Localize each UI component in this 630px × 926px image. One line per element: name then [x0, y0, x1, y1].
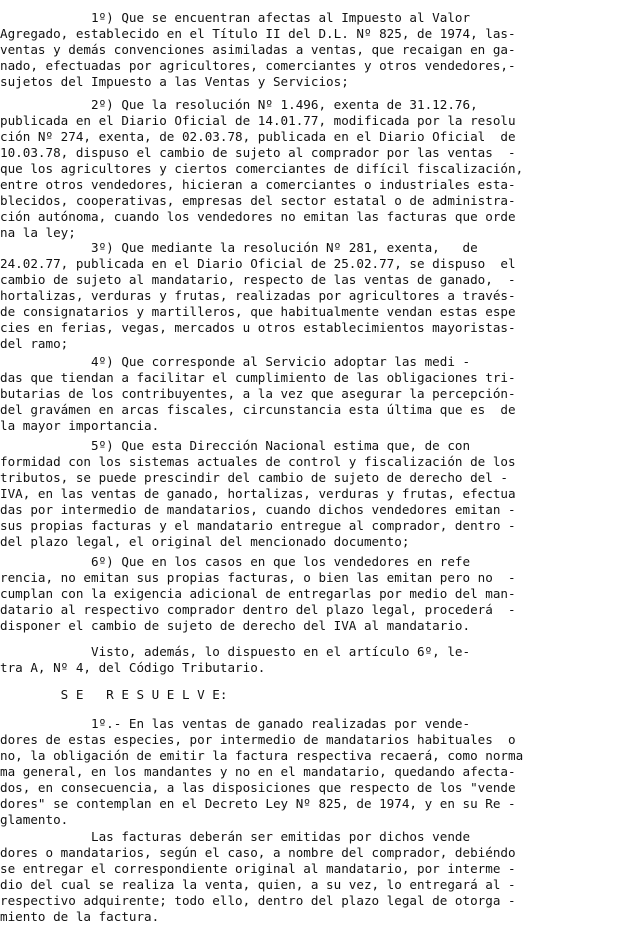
text-line: 1º) Que se encuentran afectas al Impuesto al Valor: [0, 10, 471, 25]
text-line: dio del cual se realiza la venta, quien, a su vez, lo entregará al -: [0, 877, 516, 892]
text-line: ma general, en los mandantes y no en el mandatario, quedando afecta-: [0, 764, 516, 779]
text-line: sus propias facturas y el mandatario entregue al comprador, dentro -: [0, 518, 516, 533]
text-line: respectivo adquirente; todo ello, dentro del plazo legal de otorga -: [0, 893, 516, 908]
text-line: sujetos del Impuesto a las Ventas y Servicios;: [0, 74, 349, 89]
text-line: 24.02.77, publicada en el Diario Oficial de 25.02.77, se dispuso el: [0, 256, 516, 271]
text-line: ventas y demás convenciones asimiladas a ventas, que recaigan en ga-: [0, 42, 516, 57]
text-line: ción autónoma, cuando los vendedores no emitan las facturas que orde: [0, 209, 516, 224]
text-line: publicada en el Diario Oficial de 14.01.77, modificada por la resolu: [0, 113, 516, 128]
text-line: butarias de los contribuyentes, a la vez que asegurar la percepción-: [0, 386, 516, 401]
section-heading: S E R E S U E L V E:: [0, 687, 228, 702]
text-line: de consignatarios y martilleros, que habitualmente vendan estas espe: [0, 304, 516, 319]
text-line: que los agricultores y ciertos comerciantes de difícil fiscalización,: [0, 161, 524, 176]
text-line: blecidos, cooperativas, empresas del sector estatal o de administra-: [0, 193, 516, 208]
text-line: 5º) Que esta Dirección Nacional estima que, de con: [0, 438, 471, 453]
text-line: dores o mandatarios, según el caso, a nombre del comprador, debiéndo: [0, 845, 516, 860]
text-line: del ramo;: [0, 336, 69, 351]
text-line: cumplan con la exigencia adicional de entregarlas por medio del man-: [0, 586, 516, 601]
text-line: 3º) Que mediante la resolución Nº 281, exenta, de: [0, 240, 478, 255]
text-line: del gravámen en arcas fiscales, circunstancia esta última que es de: [0, 402, 516, 417]
text-line: Agregado, establecido en el Título II del D.L. Nº 825, de 1974, las-: [0, 26, 516, 41]
text-line: cies en ferias, vegas, mercados u otros establecimientos mayoristas-: [0, 320, 516, 335]
text-line: rencia, no emitan sus propias facturas, o bien las emitan pero no -: [0, 570, 516, 585]
text-line: 2º) Que la resolución Nº 1.496, exenta de 31.12.76,: [0, 97, 478, 112]
text-line: la mayor importancia.: [0, 418, 160, 433]
text-line: na la ley;: [0, 225, 76, 240]
text-line: 6º) Que en los casos en que los vendedores en refe: [0, 554, 471, 569]
text-line: IVA, en las ventas de ganado, hortalizas, verduras y frutas, efectua: [0, 486, 516, 501]
text-line: se entregar el correspondiente original al mandatario, por interme -: [0, 861, 516, 876]
text-line: glamento.: [0, 812, 69, 827]
text-line: formidad con los sistemas actuales de control y fiscalización de los: [0, 454, 516, 469]
text-line: dores" se contemplan en el Decreto Ley Nº 825, de 1974, y en su Re -: [0, 796, 516, 811]
text-line: hortalizas, verduras y frutas, realizadas por agricultores a través-: [0, 288, 516, 303]
text-line: ción Nº 274, exenta, de 02.03.78, publicada en el Diario Oficial de: [0, 129, 516, 144]
text-line: 10.03.78, dispuso el cambio de sujeto al comprador por las ventas -: [0, 145, 516, 160]
text-line: entre otros vendedores, hicieran a comerciantes o industriales esta-: [0, 177, 516, 192]
text-line: disponer el cambio de sujeto de derecho del IVA al mandatario.: [0, 618, 471, 633]
text-line: das por intermedio de mandatarios, cuando dichos vendedores emitan -: [0, 502, 516, 517]
text-line: tributos, se puede prescindir del cambio de sujeto de derecho del -: [0, 470, 508, 485]
text-line: tra A, Nº 4, del Código Tributario.: [0, 660, 266, 675]
text-line: cambio de sujeto al mandatario, respecto de las ventas de ganado, -: [0, 272, 516, 287]
text-line: dores de estas especies, por intermedio de mandatarios habituales o: [0, 732, 516, 747]
text-line: Visto, además, lo dispuesto en el artículo 6º, le-: [0, 644, 471, 659]
text-line: das que tiendan a facilitar el cumplimiento de las obligaciones tri-: [0, 370, 516, 385]
text-line: del plazo legal, el original del mencionado documento;: [0, 534, 410, 549]
text-line: dos, en consecuencia, a las disposiciones que respecto de los "vende: [0, 780, 516, 795]
text-line: datario al respectivo comprador dentro del plazo legal, procederá -: [0, 602, 516, 617]
text-line: Las facturas deberán ser emitidas por dichos vende: [0, 829, 471, 844]
text-line: 1º.- En las ventas de ganado realizadas por vende-: [0, 716, 471, 731]
text-line: no, la obligación de emitir la factura respectiva recaerá, como norma: [0, 748, 524, 763]
text-line: 4º) Que corresponde al Servicio adoptar las medi -: [0, 354, 471, 369]
text-line: miento de la factura.: [0, 909, 160, 924]
text-line: nado, efectuadas por agricultores, comerciantes y otros vendedores,-: [0, 58, 516, 73]
